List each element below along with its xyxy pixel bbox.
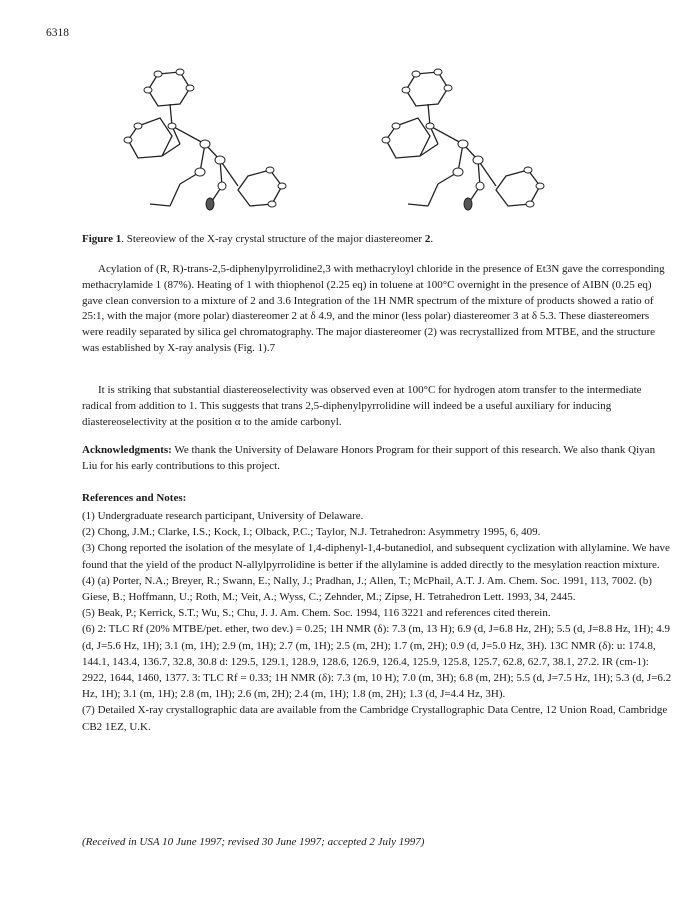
acknowledgments-title: Acknowledgments:	[82, 444, 172, 456]
reference-2: (2) Chong, J.M.; Clarke, I.S.; Kock, I.; Olback, P.C.; Taylor, N.J. Tetrahedron: Asymmetry 1995, 6, 409.	[82, 526, 541, 539]
received-dates: (Received in USA 10 June 1997; revised 30 June 1997; accepted 2 July 1997)	[82, 836, 425, 848]
reference-5: (5) Beak, P.; Kerrick, S.T.; Wu, S.; Chu, J. J. Am. Chem. Soc. 1994, 116 3221 and references cited therein.	[82, 607, 551, 620]
reference-3: (3) Chong reported the isolation of the mesylate of 1,4-diphenyl-1,4-butanediol, and subsequent cyclization with allylamine. We have found that the yield of the product N-allylpyrrolidine is better if the allylamine is added directly to the mesylation reaction mixture.	[82, 542, 670, 571]
acknowledgments	[82, 443, 672, 475]
figure-label: Figure 1	[82, 233, 122, 245]
references-heading: References and Notes:	[82, 492, 187, 504]
acknowledgments-text: We thank the University of Delaware Honors Program for their support of this research. We also thank Qiyan Liu for his early contributions to this project.	[82, 444, 656, 472]
page-number: 6318	[46, 27, 69, 39]
reference-7: (7) Detailed X-ray crystallographic data are available from the Cambridge Crystallographic Data Centre, 12 Union Road, Cambridge CB2 1EZ, U.K.	[82, 704, 668, 733]
caption-end: .	[430, 233, 434, 245]
reference-4: (4) (a) Porter, N.A.; Breyer, R.; Swann, E.; Nally, J.; Pradhan, J.; Allen, T.; McPhail, A.T. J. Am. Chem. Soc. 1991, 113, 7002. (b) Giese, B.; Hoffmann, U.; Roth, M.; Veit, A.; Wyss, C.; Zehnder, M.; Zipse, H. Tetrahedron Lett. 1993, 34, 2445.	[82, 574, 652, 604]
references-list	[82, 508, 676, 735]
xray-stereoview-figure	[110, 64, 600, 240]
figure-caption	[82, 233, 662, 245]
stereoview-drawing	[110, 64, 600, 240]
reference-1: (1) Undergraduate research participant, University of Delaware.	[82, 510, 364, 522]
paragraph-2: It is striking that substantial diastereoselectivity was observed even at 100°C for hydrogen atom transfer to the intermediate radical from addition to 1. This suggests that trans 2,5-diphenylpyrrolidine will indeed be a useful auxiliary for inducing diastereoselectivity at the position α to the amide carbonyl.	[82, 384, 642, 428]
paragraph-1: Acylation of (R, R)-trans-2,5-diphenylpyrrolidine2,3 with methacryloyl chloride in the presence of Et3N gave the corresponding methacrylamide 1 (87%). Heating of 1 with thiophenol (2.25 eq) in toluene at 100°C overnight in the presence of AIBN (0.25 eq) gave clean conversion to a mixture of 2 and 3.6 Integration of the 1H NMR spectrum of the mixture of products showed a ratio of 25:1, with the major (more polar) diastereomer 2 at δ 4.9, and the minor (less polar) diastereomer 3 at δ 5.3. These diastereomers were readily separated by silica gel chromatography. The major diastereomer (2) was recrystallized from MTBE, and the structure was established by X-ray analysis (Fig. 1).7	[82, 263, 665, 354]
caption-text: . Stereoview of the X-ray crystal structure of the major diastereomer	[121, 233, 425, 245]
caption-compound: 2	[424, 233, 431, 245]
reference-6: (6) 2: TLC Rf (20% MTBE/pet. ether, two dev.) = 0.25; 1H NMR (δ): 7.3 (m, 13 H); 6.9 (d, J=6.8 Hz, 2H); 5.5 (d, J=8.8 Hz, 1H); 4.9 (d, J=5.6 Hz, 1H); 3.1 (m, 1H); 2.9 (m, 1H); 2.7 (m, 1H); 2.5 (m, 2H); 1.7 (m, 2H); 0.9 (d, J=5.0 Hz, 3H). 13C NMR (δ): u: 174.8, 144.1, 143.4, 136.7, 32.8, 30.8 d: 129.5, 129.1, 128.9, 128.6, 126.9, 126.4, 125.9, 125.8, 125.7, 62.8, 62.7, 38.1, 27.2. IR (cm-1): 2922, 1644, 1460, 1377. 3: TLC Rf = 0.33; 1H NMR (δ): 7.3 (m, 10 H); 7.0 (m, 3H); 6.8 (m, 2H); 5.5 (d, J=7.5 Hz, 1H); 5.3 (d, J=6.2 Hz, 1H); 3.1 (m, 1H); 2.8 (m, 1H); 2.6 (m, 2H); 2.4 (m, 1H); 1.8 (m, 2H); 1.3 (d, J=4.4 Hz, 3H).	[82, 623, 672, 701]
